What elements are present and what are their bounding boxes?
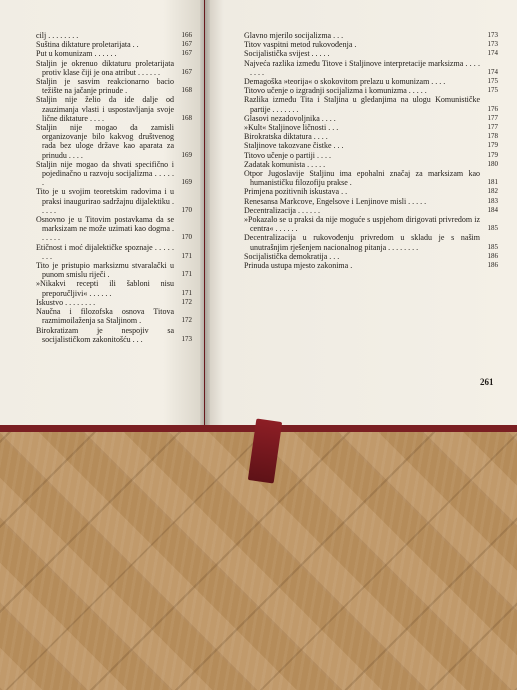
toc-entry [36,49,192,58]
toc-entry-title: Iskustvo . . . . . . . . [36,297,96,307]
toc-entry-title: Razlika između Tita i Staljina u gledanjima na ulogu Komunističke partije . . . . . . . [244,95,480,114]
toc-entry-page: 169 [181,150,192,159]
toc-entry-page: 185 [487,224,498,233]
toc-entry-title: Zadatak komunista . . . . . [244,159,326,169]
left-page [0,0,204,425]
toc-entry-page: 186 [487,261,498,270]
toc-entry-title: Put u komunizam . . . . . . [36,49,117,59]
toc-entry-page: 172 [181,297,192,306]
toc-entry-title: cilj . . . . . . . . [36,31,79,40]
toc-entry-title: Tito je pristupio marksizmu stvaralački u punom smislu riječi . [36,261,174,280]
toc-entry-title: Titovo učenje o izgradnji socijalizma i komunizma . . . . . [244,86,427,96]
toc-entry-page: 174 [487,49,498,58]
toc-entry-page: 167 [181,40,192,49]
toc-entry-page: 170 [181,205,192,214]
toc-entry-title: Titovo učenje o partiji . . . . [244,150,332,160]
toc-entry-page: 173 [487,40,498,49]
toc-entry-title: »Nikakvi recepti ili šabloni nisu preporučljivi« . . . . . . [36,279,174,298]
toc-entry [244,114,498,123]
toc-entry-page: 167 [181,49,192,58]
toc-entry [36,77,192,95]
toc-entry-title: Staljin nije želio da ide dalje od zauzimanja vlasti i uspostavljanja svoje lične diktature . . . . [36,95,174,123]
toc-entry-title: Birokratizam je nespojiv sa socijalističkom zakonitošću . . . [36,325,174,344]
toc-entry-page: 181 [487,178,498,187]
toc-entry-title: Socijalistička svijest . . . . . [244,49,330,59]
toc-entry-page: 168 [181,113,192,122]
toc-entry-title: »Pokazalo se u praksi da nije moguće s uspjehom dirigovati privredom iz centra« . . . . . . [244,215,480,234]
toc-entry-page: 184 [487,205,498,214]
toc-entry-page: 167 [181,67,192,76]
toc-entry-page: 185 [487,242,498,251]
toc-entry-title: Renesansa Markсove, Engelsove i Lenjinove misli . . . . . [244,196,427,206]
toc-entry-title: Prinuda ustupa mjesto zakonima . [244,261,353,271]
toc-entry [36,261,192,279]
toc-entry [244,86,498,95]
toc-entry-page: 178 [487,132,498,141]
toc-entry-page: 175 [487,77,498,86]
toc-entry [244,187,498,196]
toc-entry [36,31,192,40]
toc-entry [244,40,498,49]
toc-entry-page: 177 [487,113,498,122]
toc-entry [36,59,192,77]
toc-entry-title: Suština diktature proletarijata . . [36,40,139,50]
toc-entry [244,77,498,86]
toc-entry-title: Staljin je sasvim reakcionarno bacio težište na jačanje prinude . [36,77,174,96]
toc-entry [244,169,498,187]
toc-entry-page: 182 [487,187,498,196]
toc-entry-page: 175 [487,86,498,95]
toc-entry-title: Staljin nije mogao da zamisli organizovanje bilo kakvog društvenog rada bez uloge države kao aparata za prinudu . . . . [36,123,174,160]
toc-entry [36,307,192,325]
toc-entry-title: Najveća razlika između Titove i Staljinove interpretacije marksizma . . . . . . . . [244,58,480,77]
toc-entry-page: 179 [487,150,498,159]
toc-entry-page: 171 [181,270,192,279]
toc-entry [36,298,192,307]
toc-entry [36,326,192,344]
toc-entry-page: 173 [181,334,192,343]
toc-entry-title: Staljin nije mogao da shvati specifično i pojedinačno u razvoju socijalizma . . . . . . [36,159,174,188]
toc-entry-page: 170 [181,233,192,242]
toc-entry [244,49,498,58]
toc-entry-page: 166 [181,31,192,39]
toc-entry-page: 168 [181,86,192,95]
toc-entry-title: Birokratska diktatura . . . . [244,132,328,142]
toc-entry-title: Glavno mjerilo socijalizma . . . [244,31,344,40]
toc-entry [244,160,498,169]
toc-entry [244,123,498,132]
toc-entry-page: 176 [487,104,498,113]
toc-entry [244,206,498,215]
left-toc-list [36,31,192,344]
toc-entry [36,187,192,215]
toc-entry-title: Tito je u svojim teoretskim radovima i u praksi inaugurirao sadržajnu dijalektiku . . . . . [36,187,174,215]
toc-entry [244,141,498,150]
toc-entry-page: 174 [487,67,498,76]
toc-entry-title: Osnovno je u Titovim postavkama da se marksizam ne može uzimati kao dogma . . . . . . [36,215,174,243]
toc-entry-page: 171 [181,288,192,297]
toc-entry-title: Socijalistička demokratija . . . [244,251,340,261]
toc-entry-page: 169 [181,178,192,187]
toc-entry-title: »Kult« Staljinove ličnosti . . . [244,123,339,133]
toc-entry-title: Titov vaspitni metod rukovođenja . [244,40,357,50]
toc-entry [244,215,498,233]
toc-entry [36,215,192,243]
toc-entry [244,197,498,206]
toc-entry-page: 180 [487,159,498,168]
toc-entry [244,132,498,141]
toc-entry [244,233,498,251]
toc-entry-title: Decentralizacija . . . . . . [244,205,320,215]
toc-entry-title: Otpor Jugoslavije Staljinu ima epohalni značaj za marksizam kao humanističku filozofiju prakse . [244,169,480,188]
toc-entry-title: Demagoška »teorija« o skokovitom prelazu u komunizam . . . . [244,77,446,87]
toc-entry-title: Primjena pozitivnih iskustava . . [244,187,348,197]
toc-entry [244,95,498,113]
toc-entry-title: Naučna i filozofska osnova Titova razmimoilaženja sa Staljinom . [36,307,174,326]
toc-entry [36,95,192,123]
toc-entry [244,31,498,40]
toc-entry-title: Staljin je okrenuo diktaturu proletarijata protiv klase čiji je ona atribut . . . . . . [36,58,174,77]
toc-entry-page: 183 [487,196,498,205]
toc-entry [36,279,192,297]
toc-entry-page: 179 [487,141,498,150]
toc-entry [36,160,192,188]
toc-entry-page: 186 [487,251,498,260]
toc-entry-page: 172 [181,316,192,325]
toc-entry-title: Staljinove takozvane čistke . . . [244,141,344,151]
right-toc-list [244,31,498,270]
toc-entry [36,123,192,160]
book-gutter [200,0,210,425]
toc-entry-title: Etičnost i moć dijalektičke spoznaje . . . . . . . . [36,242,174,261]
toc-entry-page: 177 [487,123,498,132]
toc-entry [244,261,498,270]
page-number: 261 [480,377,494,387]
toc-entry [36,40,192,49]
toc-entry-page: 173 [487,31,498,39]
toc-entry [36,243,192,261]
toc-entry-title: Decentralizacija u rukovođenju privredom u skladu je s našim unutrašnjim rješenjem nacionalnog pitanja . . . . . . . . [244,233,480,252]
toc-entry [244,151,498,160]
toc-entry [244,59,498,77]
toc-entry [244,252,498,261]
right-page [205,0,517,425]
toc-entry-title: Glasovi nezadovoljnika . . . . [244,113,336,123]
toc-entry-page: 171 [181,251,192,260]
